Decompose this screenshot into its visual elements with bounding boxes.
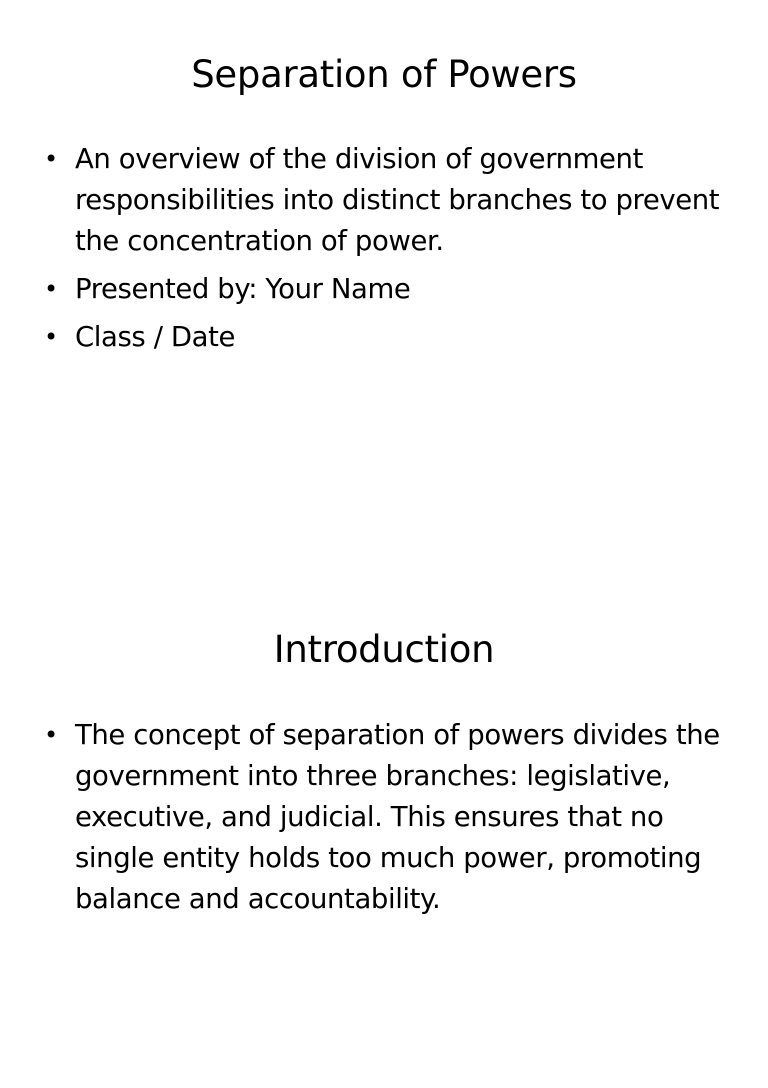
bullet-text: The concept of separation of powers divides the government into three branches: legislative, executive, and judicial. This ensures that no single entity holds too much power, promoting balance and accountability. [75,719,720,915]
bullet-item [42,715,732,920]
bullet-list [42,139,732,365]
bullet-icon: • [44,323,58,351]
slide-title: Separation of Powers [191,53,577,96]
bullet-text: An overview of the division of government responsibilities into distinct branches to prevent the concentration of power. [75,143,720,257]
slide-title: Introduction [273,628,495,671]
bullet-item [42,269,732,310]
bullet-text: Class / Date [75,321,236,353]
bullet-item [42,317,732,358]
bullet-icon: • [44,721,58,749]
slide-introduction [0,576,768,1088]
bullet-text: Presented by: Your Name [75,273,411,305]
bullet-item [42,139,732,262]
slide-title-page [0,0,768,512]
bullet-icon: • [44,275,58,303]
bullet-icon: • [44,145,58,173]
bullet-list [42,715,732,927]
